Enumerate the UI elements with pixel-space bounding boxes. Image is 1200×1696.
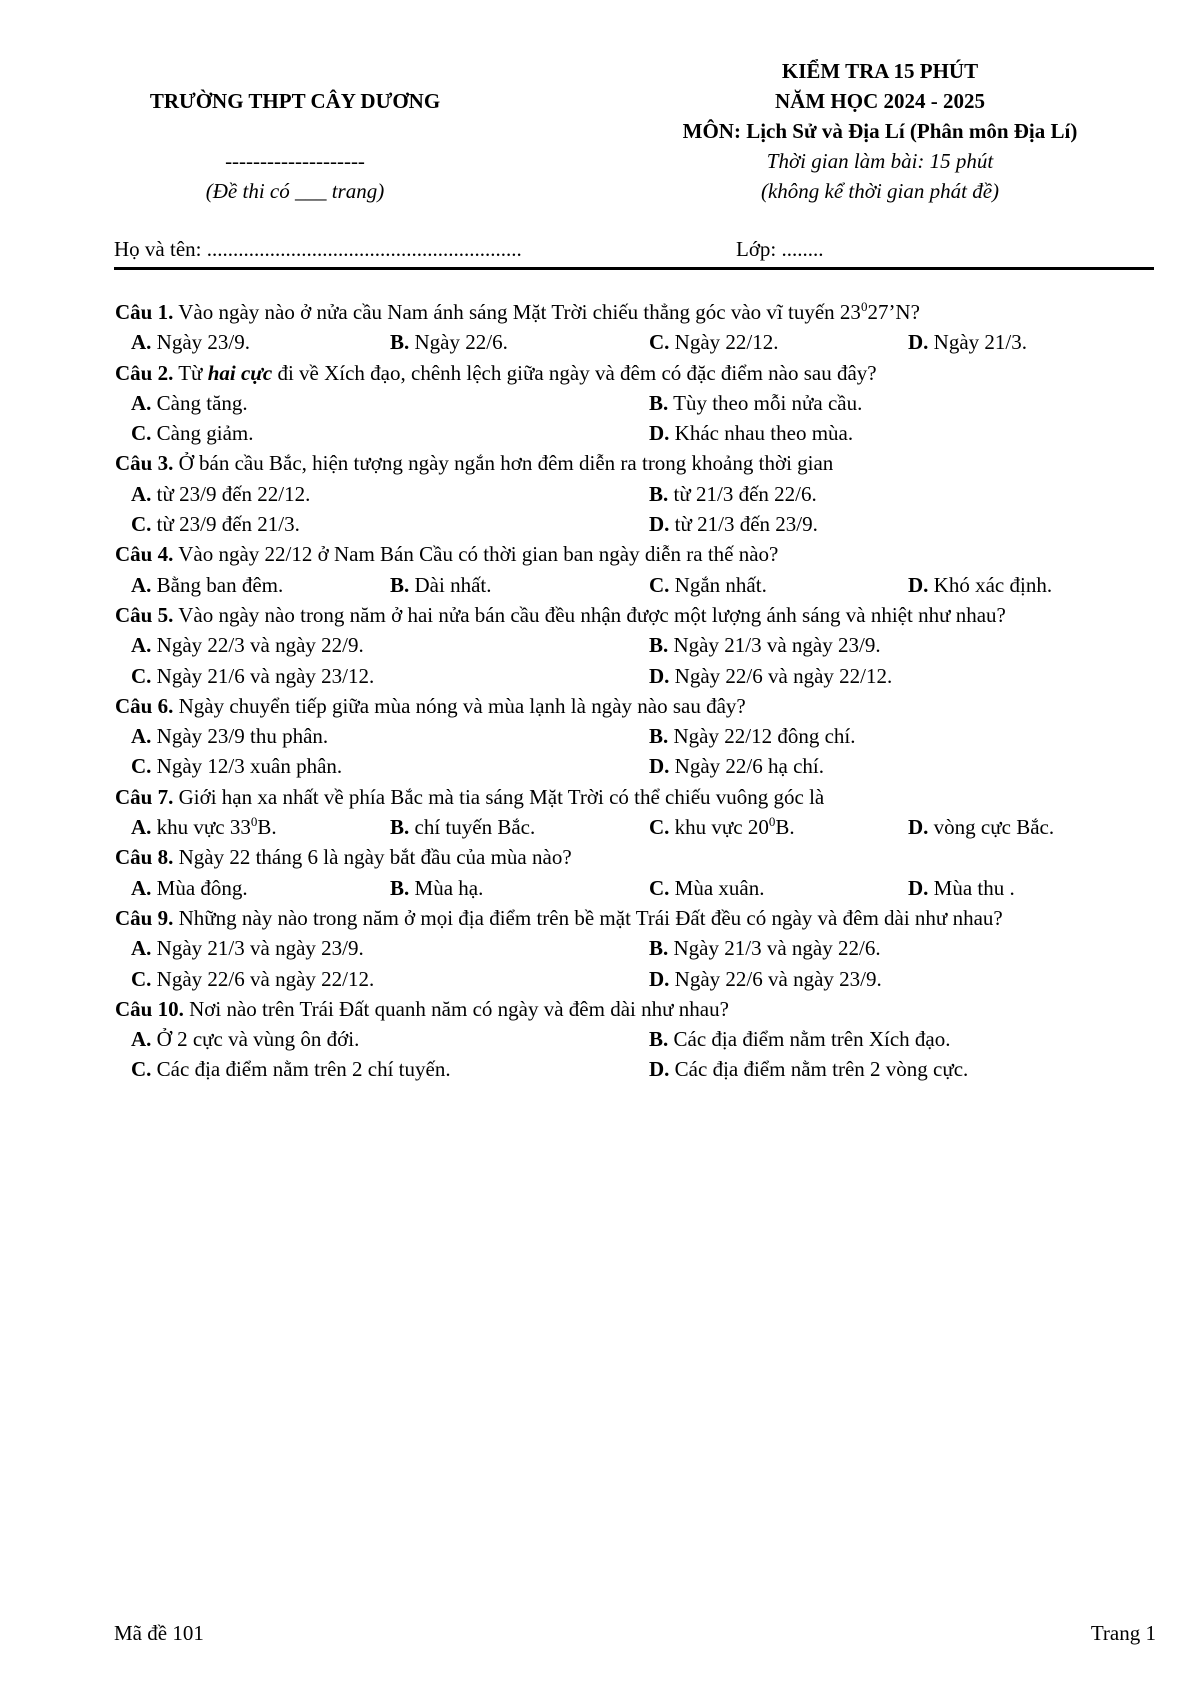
option-c (649, 812, 795, 842)
options-row (115, 933, 1175, 963)
option-label: A. (131, 936, 152, 961)
option-label: C. (131, 663, 152, 688)
option-text: từ 21/3 đến 23/9. (669, 512, 818, 537)
option-text: Dài nhất. (409, 572, 492, 597)
options-row (115, 964, 1175, 994)
option-text: Ngày 21/3. (928, 330, 1027, 355)
option-text: Ngắn nhất. (669, 572, 767, 597)
option-label: B. (649, 633, 669, 658)
option-b (649, 479, 817, 509)
question-label: Câu 5. (115, 602, 174, 627)
question-text: Ngày 22 tháng 6 là ngày bắt đầu của mùa nào? (173, 845, 572, 870)
question-stem (115, 691, 1175, 721)
option-label: C. (649, 875, 670, 900)
options-row (115, 479, 1175, 509)
option-b (390, 327, 508, 357)
option-d (908, 327, 1027, 357)
option-label: B. (649, 1027, 669, 1052)
option-label: D. (908, 875, 929, 900)
question-8 (115, 842, 1175, 903)
option-text: Các địa điểm nằm trên 2 chí tuyến. (151, 1057, 451, 1082)
option-a (131, 570, 283, 600)
left-subheader (110, 146, 480, 206)
option-label: B. (390, 815, 410, 840)
duration: Thời gian làm bài: 15 phút (766, 149, 994, 173)
option-d (649, 509, 818, 539)
option-text: Ngày 23/9 thu phân. (151, 724, 329, 749)
option-label: B. (649, 481, 669, 506)
question-2 (115, 358, 1175, 449)
options-row (115, 812, 1175, 842)
option-d (649, 1054, 968, 1084)
option-a (131, 873, 248, 903)
option-a (131, 812, 277, 842)
option-d (649, 751, 824, 781)
option-text: Các địa điểm nằm trên Xích đạo. (668, 1027, 951, 1052)
option-d (908, 570, 1052, 600)
options-row (115, 570, 1175, 600)
option-text: từ 21/3 đến 22/6. (668, 481, 817, 506)
question-text: Ở bán cầu Bắc, hiện tượng ngày ngắn hơn đêm diễn ra trong khoảng thời gian (173, 451, 834, 476)
option-label: B. (390, 875, 410, 900)
option-text-tail: B. (257, 815, 277, 840)
option-a (131, 388, 248, 418)
question-stem (115, 994, 1175, 1024)
option-text: Ngày 22/12. (669, 330, 779, 355)
option-b (390, 812, 535, 842)
question-5 (115, 600, 1175, 691)
option-text: Mùa hạ. (409, 875, 484, 900)
name-field: Họ và tên: ............................................................ (114, 237, 522, 261)
option-text: Ngày 21/3 và ngày 22/6. (668, 936, 881, 961)
question-3 (115, 448, 1175, 539)
question-label: Câu 2. (115, 360, 174, 385)
question-label: Câu 10. (115, 996, 184, 1021)
question-text: Vào ngày nào ở nửa cầu Nam ánh sáng Mặt Trời chiếu thẳng góc vào vĩ tuyến 23 (173, 300, 861, 324)
option-a (131, 327, 250, 357)
question-10 (115, 994, 1175, 1085)
option-label: C. (131, 754, 152, 779)
exam-header (640, 56, 1120, 206)
option-label: B. (390, 330, 410, 355)
option-label: D. (649, 512, 670, 537)
option-text: Khác nhau theo mùa. (669, 421, 854, 446)
option-label: A. (131, 390, 152, 415)
option-text: Ngày 12/3 xuân phân. (151, 754, 343, 779)
option-a (131, 479, 310, 509)
option-text: Bằng ban đêm. (151, 572, 284, 597)
emphasis-text: hai cực (207, 360, 273, 385)
options-row (115, 873, 1175, 903)
duration-note: (không kể thời gian phát đề) (760, 179, 1000, 203)
option-text: Mùa thu . (928, 875, 1015, 900)
option-label: D. (649, 421, 670, 446)
question-text: Vào ngày 22/12 ở Nam Bán Cầu có thời gian ban ngày diễn ra thế nào? (173, 542, 779, 567)
question-text-tail: đi về Xích đạo, chênh lệch giữa ngày và đêm có đặc điểm nào sau đây? (272, 360, 877, 385)
option-text: Tùy theo mỗi nửa cầu. (668, 390, 863, 415)
degree-sup: 0 (768, 814, 776, 830)
header-divider (114, 267, 1154, 270)
option-label: C. (649, 815, 670, 840)
question-text: Giới hạn xa nhất về phía Bắc mà tia sáng Mặt Trời có thể chiếu vuông góc là (173, 784, 825, 809)
option-text: Ngày 22/6 và ngày 23/9. (669, 966, 882, 991)
option-d (649, 418, 853, 448)
option-c (131, 964, 374, 994)
option-label: B. (649, 390, 669, 415)
options-row (115, 721, 1175, 751)
question-6 (115, 691, 1175, 782)
option-label: C. (131, 966, 152, 991)
option-text: từ 23/9 đến 22/12. (151, 481, 311, 506)
option-b (649, 630, 881, 660)
option-label: D. (649, 754, 670, 779)
option-b (649, 388, 862, 418)
question-label: Câu 3. (115, 451, 174, 476)
option-text: Ngày 22/6 và ngày 22/12. (669, 663, 893, 688)
option-label: A. (131, 1027, 152, 1052)
option-text: từ 23/9 đến 21/3. (151, 512, 300, 537)
exam-code: Mã đề 101 (114, 1621, 204, 1645)
options-row (115, 327, 1175, 357)
degree-sup: 0 (250, 814, 258, 830)
option-label: A. (131, 724, 152, 749)
option-text: Ngày 21/3 và ngày 23/9. (151, 936, 364, 961)
option-text: khu vực 33 (151, 815, 251, 840)
option-d (908, 873, 1015, 903)
options-row (115, 418, 1175, 448)
option-text: Ngày 22/6 và ngày 22/12. (151, 966, 375, 991)
question-stem (115, 842, 1175, 872)
option-c (131, 661, 374, 691)
option-label: D. (908, 572, 929, 597)
question-label: Câu 8. (115, 845, 174, 870)
option-label: D. (908, 330, 929, 355)
option-label: A. (131, 572, 152, 597)
question-text: Những này nào trong năm ở mọi địa điểm trên bề mặt Trái Đất đều có ngày và đêm dài như nhau? (173, 905, 1003, 930)
option-label: C. (131, 421, 152, 446)
option-label: C. (131, 1057, 152, 1082)
option-text: Càng giảm. (151, 421, 254, 446)
school-year: NĂM HỌC 2024 - 2025 (775, 89, 985, 113)
question-9 (115, 903, 1175, 994)
option-label: D. (649, 663, 670, 688)
options-row (115, 630, 1175, 660)
question-stem (115, 903, 1175, 933)
option-c (131, 418, 254, 448)
options-row (115, 1024, 1175, 1054)
option-text: Ngày 22/12 đông chí. (668, 724, 856, 749)
option-b (390, 570, 492, 600)
separator-dashes: -------------------- (225, 149, 365, 173)
option-label: A. (131, 330, 152, 355)
option-a (131, 721, 328, 751)
option-text: Mùa đông. (151, 875, 248, 900)
option-text: Khó xác định. (928, 572, 1053, 597)
option-c (131, 1054, 451, 1084)
option-text: Càng tăng. (151, 390, 248, 415)
option-d (649, 661, 892, 691)
option-text: Ngày 23/9. (151, 330, 250, 355)
question-label: Câu 7. (115, 784, 174, 809)
question-stem (115, 358, 1175, 388)
option-label: D. (649, 1057, 670, 1082)
option-a (131, 933, 364, 963)
option-d (908, 812, 1054, 842)
options-row (115, 751, 1175, 781)
option-text: Các địa điểm nằm trên 2 vòng cực. (669, 1057, 969, 1082)
options-row (115, 509, 1175, 539)
option-c (131, 751, 342, 781)
question-label: Câu 9. (115, 905, 174, 930)
option-label: A. (131, 633, 152, 658)
option-c (131, 509, 300, 539)
option-label: A. (131, 815, 152, 840)
exam-title: KIỂM TRA 15 PHÚT (781, 59, 979, 83)
option-b (390, 873, 483, 903)
question-text: Nơi nào trên Trái Đất quanh năm có ngày và đêm dài như nhau? (183, 996, 729, 1021)
question-stem (115, 448, 1175, 478)
option-label: B. (390, 572, 410, 597)
question-text: Từ (173, 360, 208, 385)
option-label: C. (649, 572, 670, 597)
question-stem (115, 297, 1175, 327)
question-stem (115, 600, 1175, 630)
question-stem (115, 539, 1175, 569)
question-7 (115, 782, 1175, 843)
option-label: D. (908, 815, 929, 840)
options-row (115, 1054, 1175, 1084)
option-label: C. (649, 330, 670, 355)
question-4 (115, 539, 1175, 600)
option-label: B. (649, 936, 669, 961)
option-c (649, 570, 767, 600)
option-text: Ngày 21/3 và ngày 23/9. (668, 633, 881, 658)
option-text: Mùa xuân. (669, 875, 765, 900)
option-c (649, 873, 765, 903)
option-b (649, 933, 881, 963)
question-list (115, 297, 1175, 1085)
school-name: TRƯỜNG THPT CÂY DƯƠNG (149, 89, 441, 113)
options-row (115, 388, 1175, 418)
student-info-row (114, 234, 1154, 264)
option-text: Ngày 22/3 và ngày 22/9. (151, 633, 364, 658)
question-label: Câu 4. (115, 542, 174, 567)
option-b (649, 721, 856, 751)
option-label: D. (649, 966, 670, 991)
option-text: Ngày 22/6. (409, 330, 508, 355)
option-text: vòng cực Bắc. (928, 815, 1055, 840)
options-row (115, 661, 1175, 691)
school-header (110, 86, 480, 116)
pages-note: (Đề thi có ___ trang) (205, 179, 385, 203)
question-text: Ngày chuyển tiếp giữa mùa nóng và mùa lạnh là ngày nào sau đây? (173, 693, 746, 718)
class-field: Lớp: ........ (736, 237, 824, 261)
question-stem (115, 782, 1175, 812)
page-number: Trang 1 (1090, 1621, 1156, 1645)
question-text-tail: 27’N? (867, 300, 920, 324)
option-label: A. (131, 875, 152, 900)
option-d (649, 964, 882, 994)
option-text: Ở 2 cực và vùng ôn đới. (151, 1027, 360, 1052)
option-text: khu vực 20 (669, 815, 769, 840)
option-text-tail: B. (775, 815, 795, 840)
option-label: B. (649, 724, 669, 749)
option-label: A. (131, 481, 152, 506)
question-1 (115, 297, 1175, 358)
option-text: Ngày 21/6 và ngày 23/12. (151, 663, 375, 688)
degree-sup: 0 (860, 299, 868, 314)
option-c (649, 327, 779, 357)
option-b (649, 1024, 951, 1054)
question-label: Câu 6. (115, 693, 174, 718)
option-text: chí tuyến Bắc. (409, 815, 536, 840)
option-text: Ngày 22/6 hạ chí. (669, 754, 824, 779)
question-text: Vào ngày nào trong năm ở hai nửa bán cầu đều nhận được một lượng ánh sáng và nhiệt như nhau? (173, 602, 1006, 627)
option-a (131, 630, 364, 660)
question-label: Câu 1. (115, 300, 174, 324)
option-label: C. (131, 512, 152, 537)
subject: MÔN: Lịch Sử và Địa Lí (Phân môn Địa Lí) (682, 119, 1078, 143)
option-a (131, 1024, 359, 1054)
